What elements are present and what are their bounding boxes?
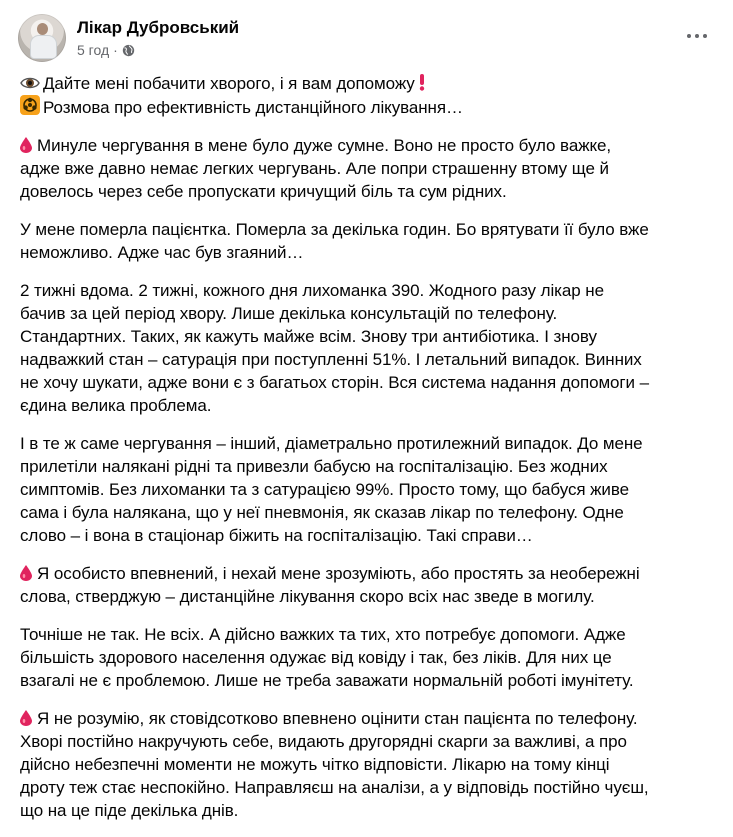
text-line [20, 707, 720, 730]
text-line: неможливо. Адже час був згаяний… [20, 243, 304, 262]
text-line: більшість здорового населення одужає від ковіду і так, без ліків. Для них це [20, 648, 612, 667]
intro-line [20, 95, 720, 119]
author-name[interactable]: Лікар Дубровський [77, 18, 240, 37]
text-line: не хочу шукати, адже вони є з багатьох сторін. Вся система надання допомоги – [20, 373, 649, 392]
post-time[interactable]: 5 год [77, 42, 110, 58]
text-line: єдина велика проблема. [20, 396, 212, 415]
post-header [18, 12, 721, 64]
text-line: слова, стверджую – дистанційне лікування скоро всіх нас зведе в могилу. [20, 587, 595, 606]
text-line: Точніше не так. Не всіх. А дійсно важких та тих, хто потребує допомоги. Адже [20, 625, 626, 644]
text-line: бачив за цей період хвору. Лише декілька консультацій по телефону. [20, 304, 558, 323]
text-line: симптомів. Без лихоманки та з сатурацією 99%. Просто тому, що бабуся живе [20, 480, 629, 499]
post-text [20, 72, 720, 837]
more-dot [687, 34, 691, 38]
more-options-button[interactable] [681, 24, 713, 48]
text-line: довелось через себе пропускати кричущий біль та сум рідних. [20, 182, 507, 201]
text-line: У мене померла пацієнтка. Померла за декілька годин. Бо врятувати її було вже [20, 220, 649, 239]
text-line [20, 562, 720, 585]
paragraph [20, 432, 720, 547]
text-line: взагалі не є проблемою. Лише не треба заважати нормальній роботі імунітету. [20, 671, 634, 690]
text-line: Хворі постійно накручують себе, видають другорядні скарги за важливі, а про [20, 732, 627, 751]
text-line: дроту теж стає неспокійно. Направляєш на аналізи, а у відповідь постійно чуєш, [20, 778, 649, 797]
avatar-ring [18, 14, 66, 62]
text-line: Стандартних. Таких, як кажуть майже всім. Знову три антибіотика. І знову [20, 327, 597, 346]
more-dot [703, 34, 707, 38]
author-avatar[interactable] [18, 14, 66, 62]
paragraph [20, 134, 720, 203]
meta-separator: · [113, 42, 118, 58]
intro-text-2: Розмова про ефективність дистанційного лікування… [43, 98, 463, 117]
post-meta [77, 42, 135, 58]
text-line: адже вже давно немає легких чергувань. Але попри страшенну втому ще й [20, 159, 609, 178]
paragraph [20, 562, 720, 608]
text-line: 2 тижні вдома. 2 тижні, кожного дня лихоманка 390. Жодного разу лікар не [20, 281, 604, 300]
blood-drop-icon [20, 565, 32, 581]
paragraph [20, 707, 720, 822]
more-dot [695, 34, 699, 38]
intro-text-1: Дайте мені побачити хворого, і я вам допоможу [43, 74, 415, 93]
text-line: що на це піде декілька днів. [20, 801, 239, 820]
paragraph [20, 623, 720, 692]
text-line: слово – і вона в стаціонар біжить на госпіталізацію. Такі справи… [20, 526, 533, 545]
paragraph [20, 218, 720, 264]
intro-block [20, 72, 720, 119]
text-line: І в те ж саме чергування – інший, діаметрально протилежний випадок. До мене [20, 434, 643, 453]
blood-drop-icon [20, 137, 32, 153]
text-line-content: Я не розумію, як стовідсотково впевнено оцінити стан пацієнта по телефону. [37, 709, 638, 728]
text-line: надважкий стан – сатурація при поступленні 51%. І летальний випадок. Винних [20, 350, 642, 369]
paragraph [20, 279, 720, 417]
blood-drop-icon [20, 710, 32, 726]
intro-line [20, 72, 720, 95]
eye-icon [20, 75, 40, 91]
biohazard-icon [20, 95, 40, 115]
text-line: сама і була налякана, що у неї пневмонія, як сказав лікар по телефону. Одне [20, 503, 624, 522]
text-line [20, 134, 720, 157]
text-line: прилетіли налякані рідні та привезли бабусю на госпіталізацію. Без жодних [20, 457, 608, 476]
globe-icon[interactable] [122, 44, 135, 57]
text-line-content: Минуле чергування в мене було дуже сумне. Воно не просто було важке, [37, 136, 612, 155]
red-exclamation-icon [417, 73, 427, 91]
text-line: дійсно небезпечні моменти не можуть чітко відповісти. Лікарю на тому кінці [20, 755, 610, 774]
text-line-content: Я особисто впевнений, і нехай мене зрозуміють, або простять за необережні [37, 564, 640, 583]
